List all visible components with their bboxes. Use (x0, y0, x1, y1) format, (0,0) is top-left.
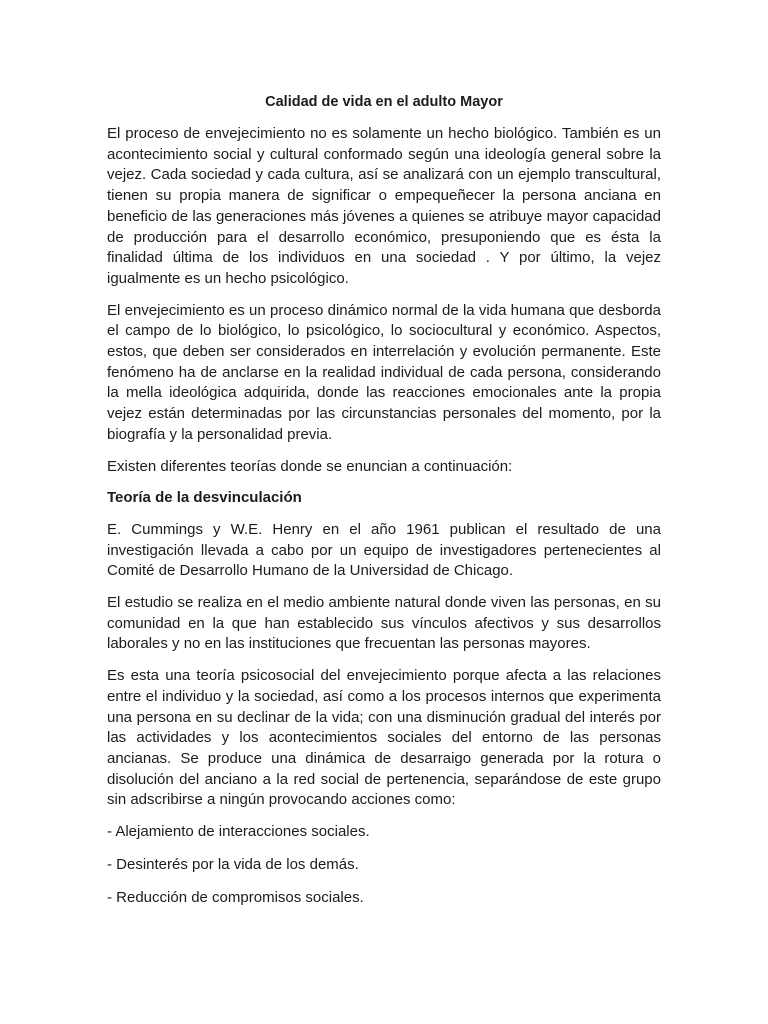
paragraph-aging-process: El envejecimiento es un proceso dinámico normal de la vida humana que desborda el campo de lo biológico, lo psicológico, lo sociocultural y económico. Aspectos, estos, que deben ser considerados en interrelación y evolución permanente. Este fenómeno ha de anclarse en la realidad individual de cada persona, considerando la mella ideológica adquirida, donde las reacciones emocionales ante la propia vejez están determinadas por las circunstancias personales del momento, por la biografía y la personalidad previa. (107, 301, 661, 443)
list-item: - Desinterés por la vida de los demás. (107, 855, 359, 873)
paragraph-study-setting: El estudio se realiza en el medio ambiente natural donde viven las personas, en su comunidad en la que han establecido sus vínculos afectivos y sus desarrollos laborales y no en las instituciones que frecuentan las personas mayores. (107, 594, 661, 653)
paragraph-intro: El proceso de envejecimiento no es solamente un hecho biológico. También es un acontecimiento social y cultural conformado según una ideología general sobre la vejez. Cada sociedad y cada cultura, así se analizará con un ejemplo transcultural, tienen su propia manera de significar o empequeñecer la persona anciana en beneficio de las generaciones más jóvenes a quienes se atribuye mayor capacidad de producción para el desarrollo económico, presuponiendo que es ésta la finalidad última de los individuos en una sociedad . Y por último, la vejez igualmente es un hecho psicológico. (107, 125, 661, 287)
paragraph-psychosocial-theory: Es esta una teoría psicosocial del envejecimiento porque afecta a las relaciones entre el individuo y la sociedad, así como a los procesos internos que experimenta una persona en su declinar de la vida; con una disminución gradual del interés por las actividades y los acontecimientos sociales del entorno de las personas ancianas. Se produce una dinámica de desarraigo generada por la rotura o disolución del anciano a la red social de pertenencia, separándose de este grupo sin adscribirse a ningún provocando acciones como: (107, 667, 661, 809)
section-heading: Teoría de la desvinculación (107, 489, 302, 507)
paragraph-cummings-henry: E. Cummings y W.E. Henry en el año 1961 publican el resultado de una investigación llevada a cabo por un equipo de investigadores pertenecientes al Comité de Desarrollo Humano de la Universidad de Chicago. (107, 520, 661, 580)
list-item: - Reducción de compromisos sociales. (107, 888, 364, 906)
paragraph-theories-intro: Existen diferentes teorías donde se enuncian a continuación: (107, 457, 513, 475)
list-item: - Alejamiento de interacciones sociales. (107, 823, 370, 841)
document-title: Calidad de vida en el adulto Mayor (265, 94, 503, 110)
